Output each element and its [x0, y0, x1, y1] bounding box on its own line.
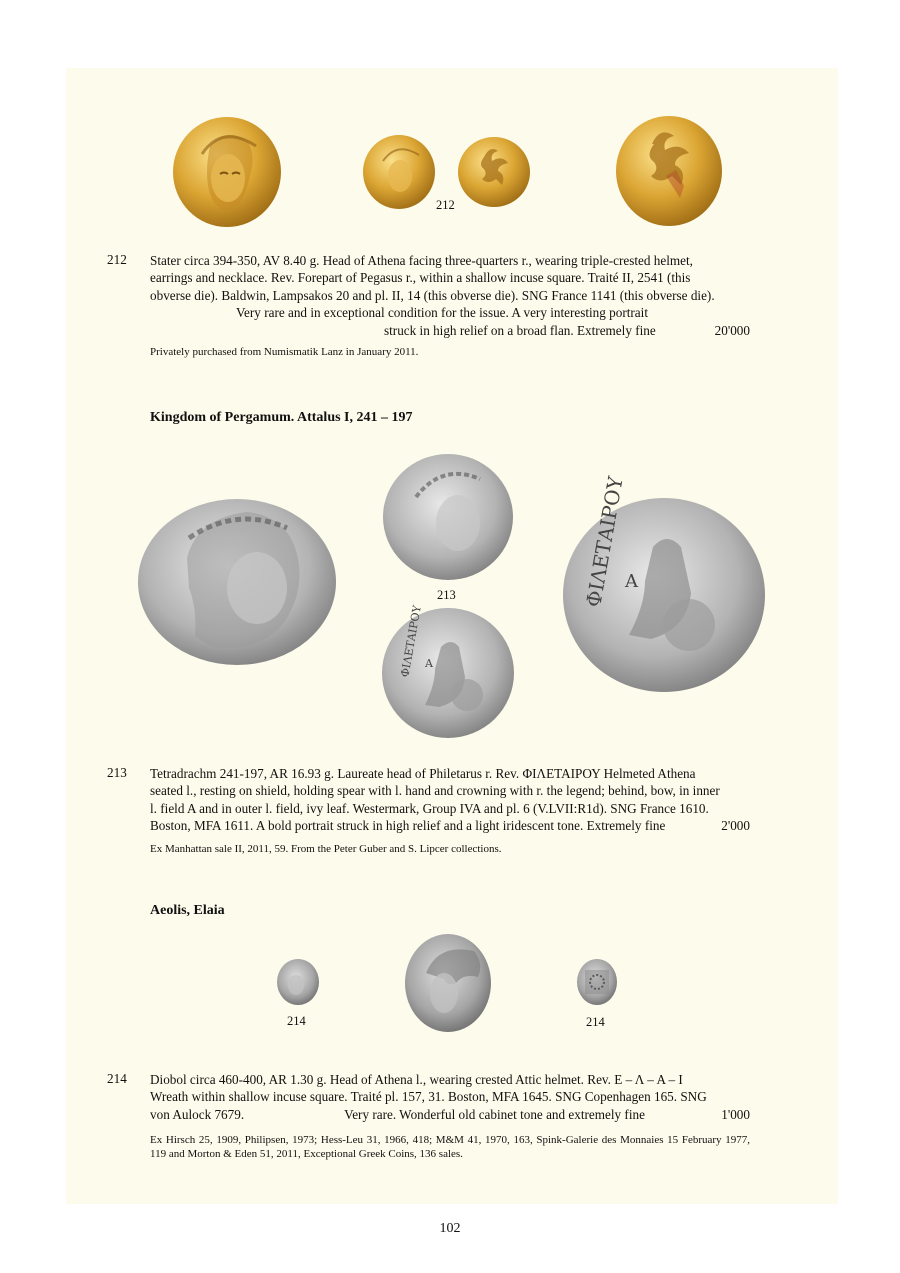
lot-214-price: 1'000 [721, 1106, 750, 1122]
lot-213-obverse-image [382, 453, 514, 581]
lot-213-reverse-image [381, 604, 515, 739]
description-line: Diobol circa 460-400, AR 1.30 g. Head of Athena l., wearing crested Attic helmet. Rev. Ε – Λ – Α – Ι [150, 1072, 683, 1087]
lot-212-provenance: Privately purchased from Numismatik Lanz in January 2011. [150, 346, 419, 358]
description-line: Tetradrachm 241-197, AR 16.93 g. Laureate head of Philetarus r. Rev. ΦΙΛΕΤΑΙΡΟΥ Helmeted Athena [150, 766, 696, 781]
grade-line: Very rare and in exceptional condition for the issue. A very interesting portrait [236, 305, 648, 321]
lot-212-image-caption: 212 [436, 198, 455, 212]
lot-214-obverse-image [276, 958, 320, 1006]
page-number: 102 [439, 1221, 461, 1236]
grade-line: struck in high relief on a broad flan. Extremely fine [384, 322, 656, 338]
lot-212-number: 212 [107, 252, 127, 267]
description-line: Stater circa 394-350, AV 8.40 g. Head of Athena facing three-quarters r., wearing triple-crested helmet, [150, 253, 693, 268]
lot-212-obverse-enlarged-image [172, 116, 282, 228]
grade-price-row [150, 1106, 750, 1123]
coin-legend: ΦΙΛΕΤΑΙΡΟΥ [398, 604, 424, 679]
description-line: seated l., resting on shield, holding spear with l. hand and crowning with r. the legend; behind, bow, in inner [150, 783, 720, 799]
grade-line: Very rare. Wonderful old cabinet tone and extremely fine [344, 1106, 645, 1122]
lot-214-obverse-enlarged-image [404, 933, 492, 1033]
description-line: obverse die). Baldwin, Lampsakos 20 and pl. II, 14 (this obverse die). SNG France 1141 (this obverse die). [150, 287, 715, 303]
coin-field-letter: A [625, 571, 638, 592]
lot-213-number: 213 [107, 765, 127, 780]
description-line: earrings and necklace. Rev. Forepart of Pegasus r., within a shallow incuse square. Traité II, 2541 (this [150, 270, 691, 286]
lot-212-price: 20'000 [714, 322, 750, 338]
section-heading-elaia: Aeolis, Elaia [150, 903, 225, 918]
lot-213-obverse-enlarged-image [137, 498, 337, 666]
description-line: von Aulock 7679. [150, 1106, 245, 1122]
grade-price-row [150, 322, 750, 339]
lot-214-number: 214 [107, 1071, 127, 1086]
lot-214-reverse-image [576, 958, 618, 1006]
lot-213-provenance: Ex Manhattan sale II, 2011, 59. From the Peter Guber and S. Lipcer collections. [150, 843, 502, 855]
lot-212-reverse-enlarged-image [616, 116, 723, 226]
lot-214-provenance: Ex Hirsch 25, 1909, Philipsen, 1973; Hess-Leu 31, 1966, 418; M&M 41, 1970, 163, Spink-Galerie des Monnaies 15 February 1977, 119 and Morton & Eden 51, 2011, Exceptional Greek Coins, 136 sales. [150, 1134, 750, 1160]
description-line: l. field A and in outer l. field, ivy leaf. Westermark, Group IVA and pl. 6 (V.LVII:R1d). SNG France 1610. [150, 800, 709, 816]
lot-214-image-caption: 214 [586, 1015, 605, 1029]
coin-field-letter: A [425, 657, 433, 670]
lot-214-description [150, 1071, 750, 1123]
lot-212-description [150, 252, 750, 339]
grade-line: Boston, MFA 1611. A bold portrait struck in high relief and a light iridescent tone. Extremely fine [150, 818, 666, 834]
lot-213-description [150, 765, 750, 835]
lot-212-obverse-image [363, 135, 436, 210]
grade-price-row [150, 817, 750, 834]
lot-214-image-caption: 214 [287, 1014, 306, 1028]
description-line: Wreath within shallow incuse square. Traité pl. 157, 31. Boston, MFA 1645. SNG Copenhagen 165. SNG [150, 1089, 707, 1105]
lot-212-reverse-image [458, 137, 531, 207]
coin-legend: ΦΙΛΕΤΑΙΡΟΥ [581, 474, 628, 609]
lot-213-price: 2'000 [721, 818, 750, 834]
section-heading-pergamum: Kingdom of Pergamum. Attalus I, 241 – 197 [150, 410, 413, 425]
lot-213-image-caption: 213 [437, 588, 456, 602]
lot-213-reverse-enlarged-image [563, 474, 766, 693]
